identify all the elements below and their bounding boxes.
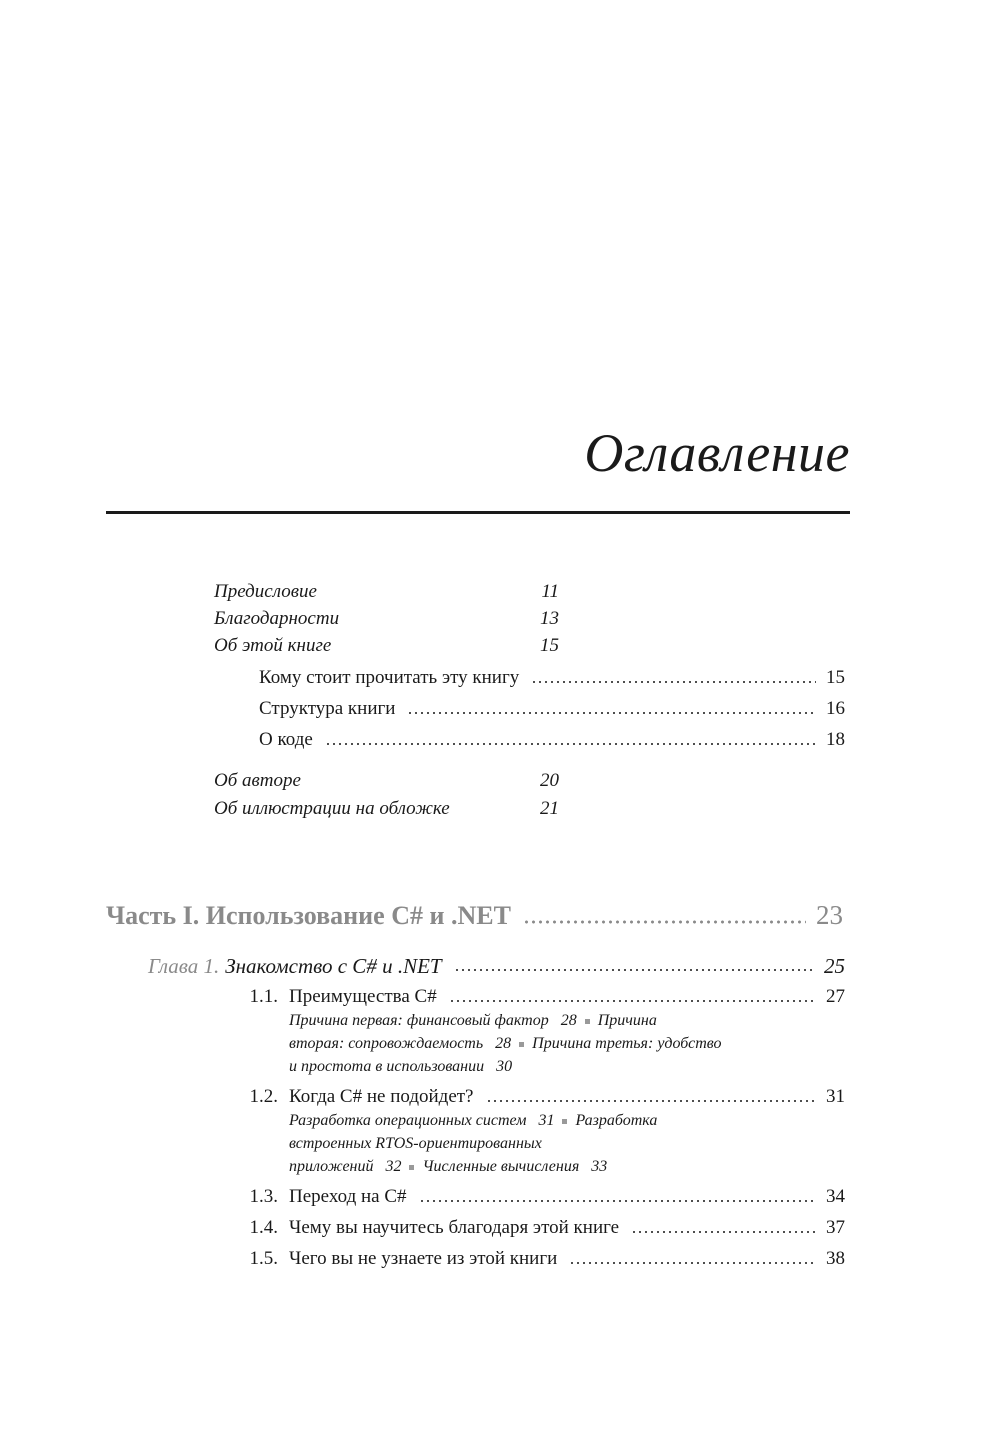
entry-label: О коде (259, 729, 313, 750)
section-number: 1.4. (249, 1217, 278, 1238)
dot-leader (523, 920, 806, 924)
section-label: Переход на C# (289, 1186, 407, 1207)
entry-label: Структура книги (259, 698, 396, 719)
entry-page: 21 (540, 798, 559, 819)
detail-page: 32 (385, 1158, 402, 1175)
section-page: 31 (826, 1086, 845, 1107)
detail-page: 28 (560, 1012, 577, 1029)
detail-text: Причина третья: удобство (532, 1035, 722, 1052)
dot-leader (407, 711, 816, 715)
section-label: Преимущества C# (289, 986, 437, 1007)
detail-text: Разработка операционных систем (289, 1112, 527, 1129)
dot-leader (569, 1261, 816, 1265)
detail-page: 28 (495, 1035, 512, 1052)
detail-text: Численные вычисления (422, 1158, 580, 1175)
entry-page: 15 (540, 635, 559, 656)
chapter-prefix: Глава 1. (148, 954, 220, 978)
separator-square-icon (409, 1165, 414, 1170)
section-number: 1.3. (249, 1186, 278, 1207)
dot-leader (631, 1230, 816, 1234)
title-rule (106, 511, 850, 514)
entry-page: 16 (826, 698, 845, 719)
section-page: 27 (826, 986, 845, 1007)
separator-square-icon (585, 1019, 590, 1024)
detail-page: 30 (496, 1058, 513, 1075)
entry-label: Об этой книге (214, 635, 332, 656)
detail-text: вторая: сопровождаемость (289, 1035, 484, 1052)
entry-page: 18 (826, 729, 845, 750)
section-page: 38 (826, 1248, 845, 1269)
dot-leader (454, 968, 814, 972)
entry-page: 11 (541, 581, 559, 602)
detail-page: 31 (538, 1112, 555, 1129)
entry-page: 15 (826, 667, 845, 688)
entry-label: Об авторе (214, 770, 301, 791)
detail-page: 33 (591, 1158, 608, 1175)
chapter-label: Знакомство с C# и .NET (225, 954, 442, 978)
toc-section[interactable] (240, 1216, 845, 1240)
toc-entry[interactable] (259, 697, 845, 721)
section-page: 34 (826, 1186, 845, 1207)
entry-label: Предисловие (214, 581, 317, 602)
toc-part[interactable] (106, 899, 843, 932)
toc-section[interactable] (240, 985, 845, 1009)
toc-entry[interactable] (259, 666, 845, 690)
section-number: 1.5. (249, 1248, 278, 1269)
section-details (289, 1009, 721, 1078)
detail-text: встроенных RTOS-ориентированных (289, 1135, 542, 1152)
toc-entry[interactable] (214, 634, 559, 658)
entry-page: 13 (540, 608, 559, 629)
section-page: 37 (826, 1217, 845, 1238)
section-number: 1.1. (249, 986, 278, 1007)
page-title: Оглавление (584, 423, 850, 483)
entry-label: Об иллюстрации на обложке (214, 798, 450, 819)
detail-text: Разработка (575, 1112, 658, 1129)
chapter-page: 25 (824, 954, 845, 978)
dot-leader (449, 999, 816, 1003)
toc-entry[interactable] (214, 797, 559, 821)
detail-text: и простота в использовании (289, 1058, 485, 1075)
toc-entry[interactable] (214, 580, 559, 604)
detail-text: приложений (289, 1158, 374, 1175)
detail-text: Причина первая: финансовый фактор (289, 1012, 549, 1029)
section-label: Чего вы не узнаете из этой книги (289, 1248, 558, 1269)
dot-leader (486, 1099, 817, 1103)
detail-text: Причина (597, 1012, 657, 1029)
toc-entry[interactable] (259, 728, 845, 752)
dot-leader (531, 680, 816, 684)
toc-entry[interactable] (214, 607, 559, 631)
section-details (289, 1109, 657, 1178)
part-label: Часть I. Использование C# и .NET (106, 901, 511, 930)
toc-section[interactable] (240, 1247, 845, 1271)
section-label: Чему вы научитесь благодаря этой книге (289, 1217, 620, 1238)
toc-entry[interactable] (214, 769, 559, 793)
toc-chapter[interactable] (148, 954, 845, 978)
toc-section[interactable] (240, 1085, 845, 1109)
part-page: 23 (816, 900, 843, 930)
section-number: 1.2. (249, 1086, 278, 1107)
toc-section[interactable] (240, 1185, 845, 1209)
dot-leader (325, 742, 816, 746)
section-label: Когда C# не подойдет? (289, 1086, 474, 1107)
entry-page: 20 (540, 770, 559, 791)
separator-square-icon (562, 1119, 567, 1124)
entry-label: Кому стоит прочитать эту книгу (259, 667, 520, 688)
separator-square-icon (519, 1042, 524, 1047)
dot-leader (419, 1199, 816, 1203)
entry-label: Благодарности (214, 608, 340, 629)
